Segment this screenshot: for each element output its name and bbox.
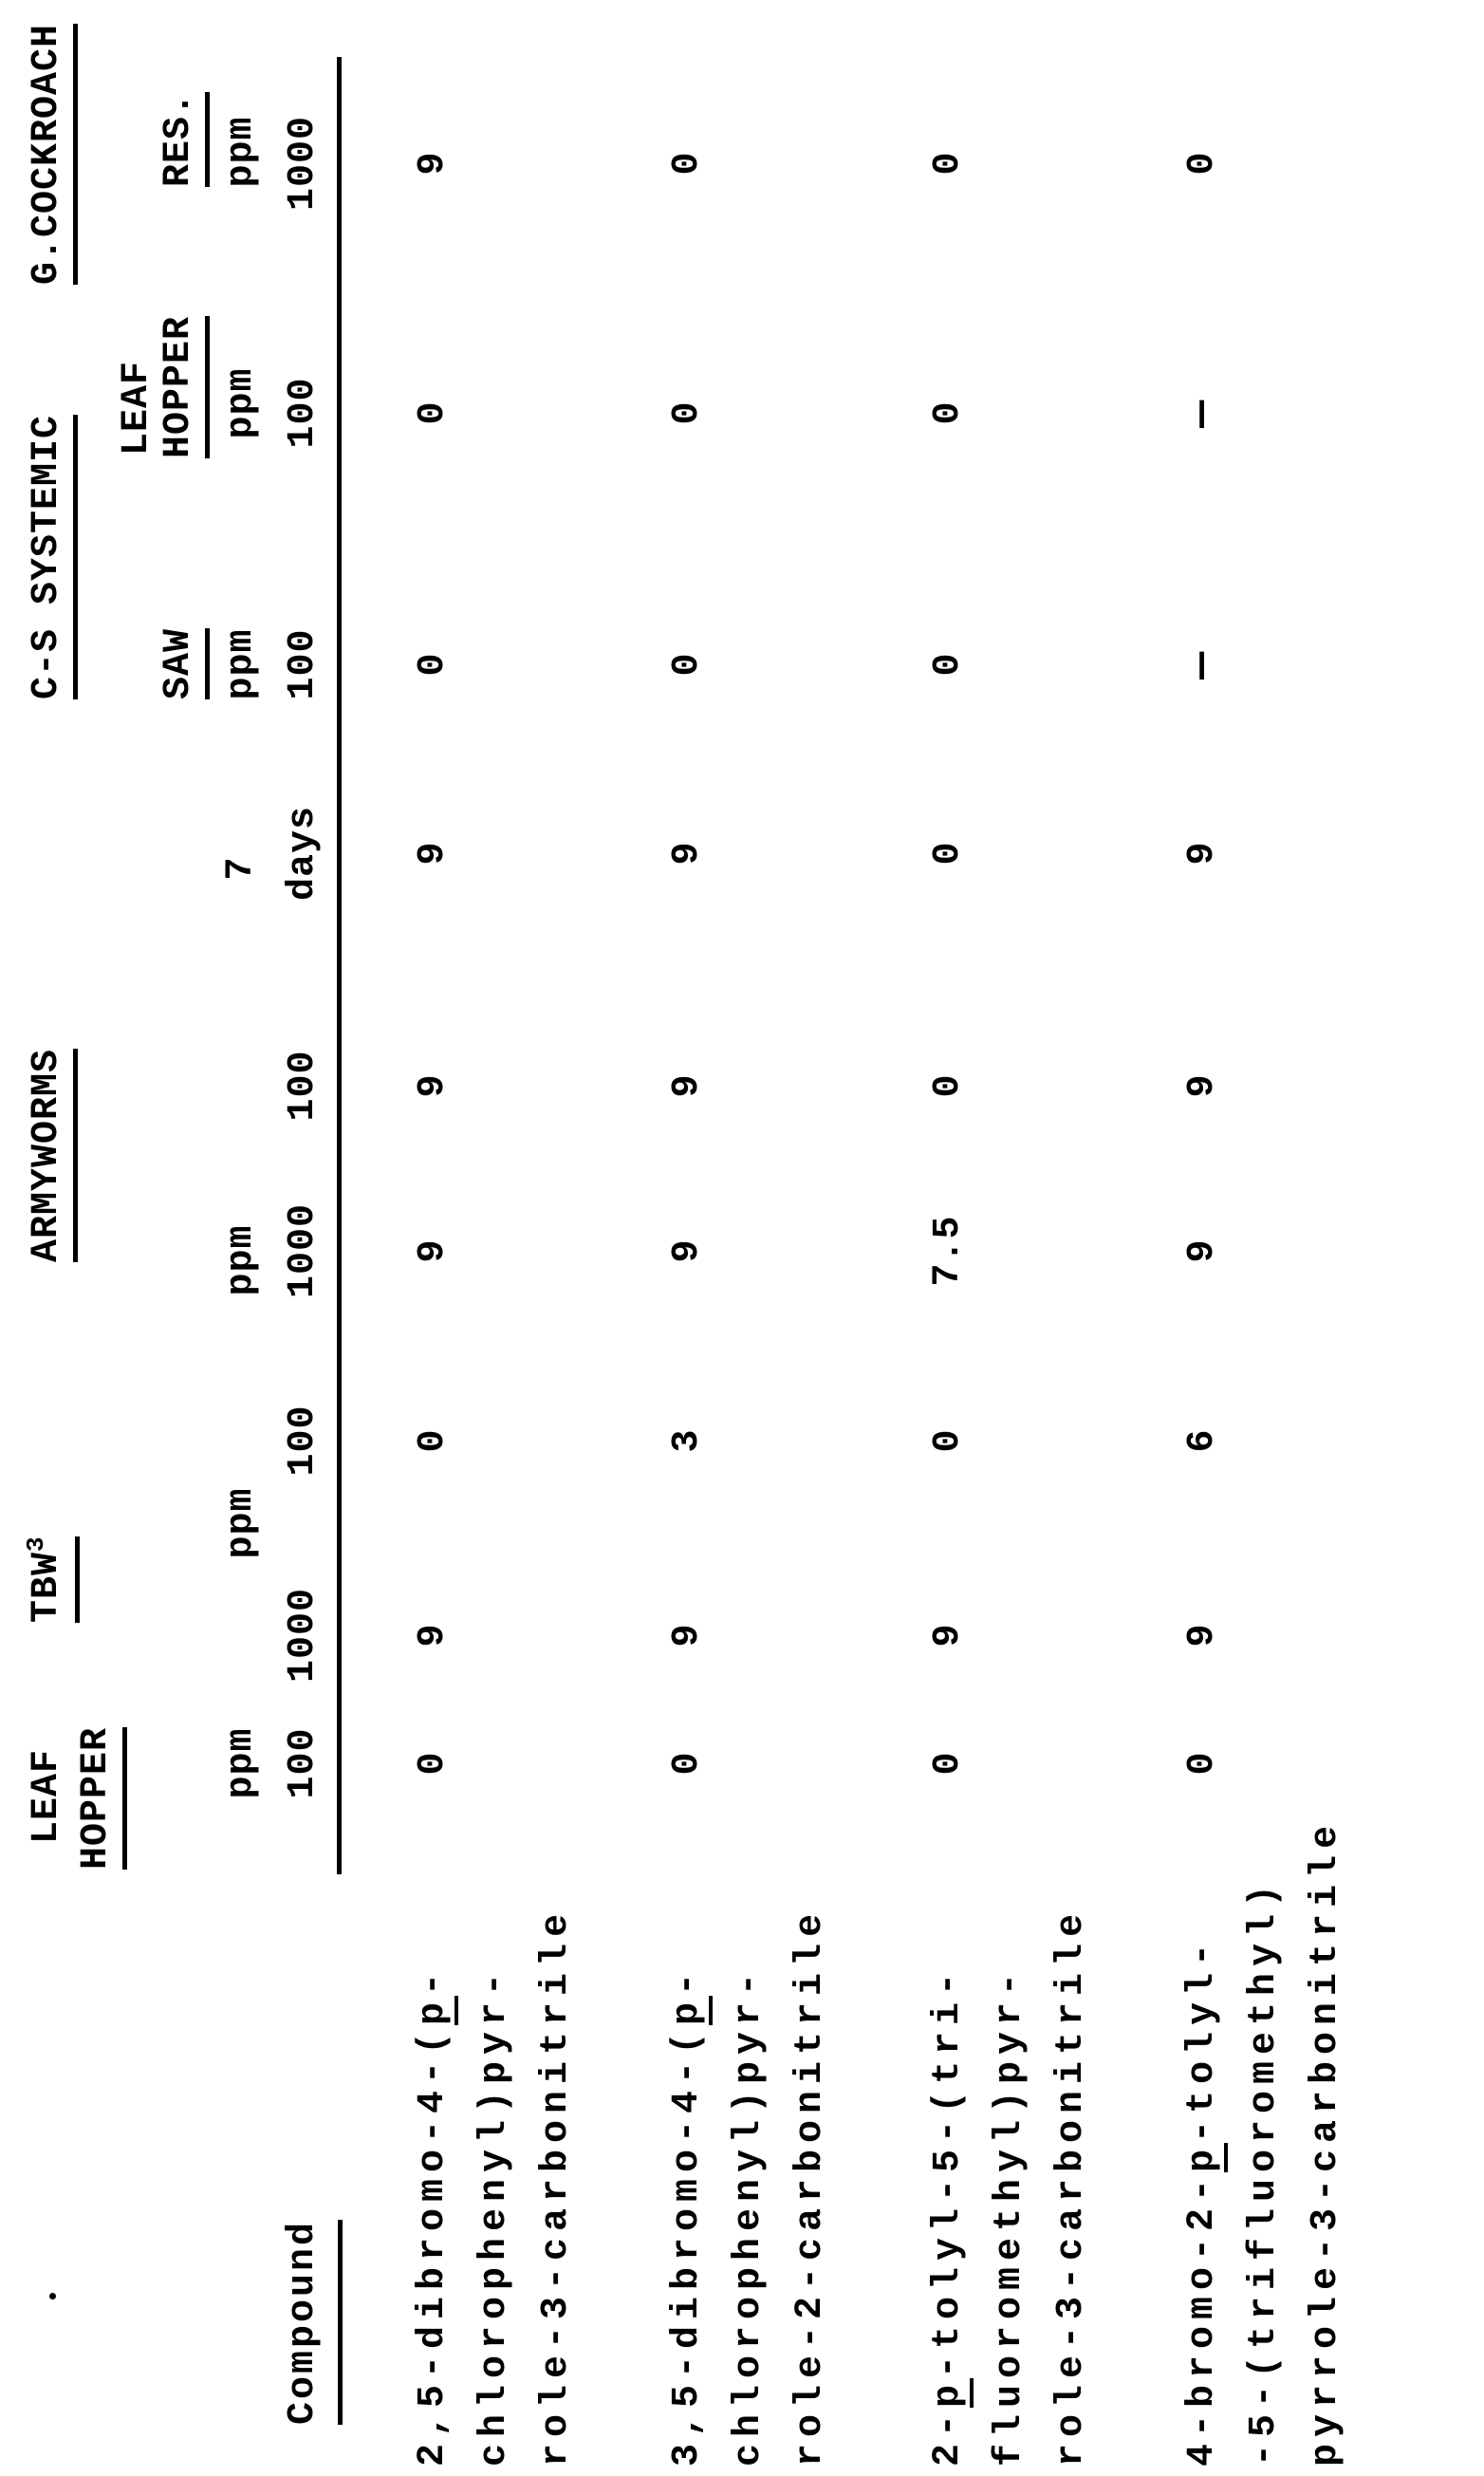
- cell-value: 9: [412, 841, 454, 866]
- cell-value: 0: [412, 652, 454, 677]
- subheader-res: RES.: [160, 92, 210, 187]
- cell-value: 9: [666, 1073, 709, 1098]
- cell-value: 9: [666, 841, 709, 866]
- cell-value: 0: [927, 400, 970, 425]
- col-group-armyworms: ARMYWORMS: [28, 1049, 78, 1262]
- cell-value: 9: [1181, 1238, 1224, 1263]
- conc-lh-1000: 1000: [282, 1587, 325, 1684]
- compound-column-header: Compound: [285, 2220, 343, 2425]
- ppm-label-leaf-hopper: ppm: [220, 1727, 263, 1799]
- stray-mark: [49, 2293, 56, 2299]
- tbw-title: TBW: [26, 1551, 68, 1623]
- ppm-label-cs-leaf-hopper: ppm: [220, 367, 263, 439]
- cell-value: 0: [927, 1073, 970, 1098]
- conc-cs-lh-100: 100: [282, 377, 325, 449]
- conc-tbw-100: 100: [282, 1405, 325, 1477]
- cell-value: 0: [666, 400, 709, 425]
- cell-value: 0: [666, 151, 709, 176]
- compound-name-line: role-3-carbonitrile: [535, 1907, 578, 2467]
- cell-value: 9: [412, 1238, 454, 1263]
- subheader-cs-leaf: LEAF: [116, 360, 158, 456]
- compound-name-line: pyrrole-3-carbonitrile: [1305, 1818, 1347, 2467]
- cell-value: 6: [1181, 1428, 1224, 1453]
- cell-value: 9: [412, 1623, 454, 1648]
- cell-value: -: [1181, 382, 1224, 444]
- cell-value: 9: [412, 151, 454, 176]
- cell-value: 0: [666, 1751, 709, 1776]
- compound-name-line: role-3-carbonitrile: [1050, 1907, 1093, 2467]
- cell-value: 0: [927, 652, 970, 677]
- cell-value: 0: [1181, 1751, 1224, 1776]
- subheader-saw: SAW: [160, 628, 210, 699]
- cell-value: 9: [1181, 1073, 1224, 1098]
- cell-value: 9: [927, 1623, 970, 1648]
- cell-value: 9: [1181, 1623, 1224, 1648]
- compound-name-line: role-2-carbonitrile: [789, 1907, 832, 2467]
- conc-days: days: [282, 805, 325, 902]
- compound-name-line: 3,5-dibromo-4-(p-: [669, 1966, 707, 2467]
- col-group-leaf-hopper-line1: LEAF: [26, 1748, 68, 1844]
- compound-name-line: chlorophenyl)pyr-: [473, 1965, 516, 2467]
- ppm-label-g-cockroach: ppm: [220, 116, 263, 188]
- conc-aw-1000: 1000: [282, 1202, 325, 1299]
- cell-value: 0: [666, 652, 709, 677]
- compound-name-line: fluoromethyl)pyr-: [989, 1965, 1031, 2467]
- cell-value: 0: [412, 1428, 454, 1453]
- compound-name-line: chlorophenyl)pyr-: [728, 1965, 770, 2467]
- cell-value: 3: [666, 1428, 709, 1453]
- ppm-label-tbw: ppm: [220, 1487, 263, 1559]
- conc-aw-100: 100: [282, 1050, 325, 1122]
- compound-name-line: 2,5-dibromo-4-(p-: [415, 1966, 453, 2467]
- col-group-tbw: [22, 1536, 80, 1623]
- cell-value: 9: [412, 1073, 454, 1098]
- cell-value: -: [1181, 633, 1224, 696]
- ppm-label-armyworms: ppm: [220, 1224, 263, 1296]
- conc-lh-100: 100: [282, 1727, 325, 1799]
- subheader-cs-hopper: HOPPER: [160, 316, 210, 458]
- cell-value: 9: [666, 1238, 709, 1263]
- tbw-superscript: 3: [22, 1536, 50, 1552]
- cell-value: 0: [927, 841, 970, 866]
- cell-value: 0: [412, 1751, 454, 1776]
- cell-value: 0: [1181, 151, 1224, 176]
- seven-label: 7: [220, 856, 263, 881]
- ppm-label-saw: ppm: [220, 628, 263, 700]
- cell-value: 9: [666, 1623, 709, 1648]
- conc-gc-1000: 1000: [282, 115, 325, 212]
- col-group-g-cockroach: G.COCKROACH: [28, 24, 78, 285]
- col-group-leaf-hopper-line2: HOPPER: [78, 1727, 127, 1870]
- compound-name-line: 2-p-tolyl-5-(tri-: [930, 1966, 968, 2467]
- compound-name-line: 4-bromo-2-p-tolyl-: [1184, 1937, 1222, 2467]
- cell-value: 0: [927, 151, 970, 176]
- cell-value: 7.5: [927, 1215, 970, 1287]
- cell-value: 0: [412, 400, 454, 425]
- cell-value: 0: [927, 1428, 970, 1453]
- cell-value: 0: [927, 1751, 970, 1776]
- conc-saw-100: 100: [282, 628, 325, 700]
- compound-name-line: -5-(trifluoromethyl): [1243, 1877, 1286, 2467]
- col-group-cs-systemic: C-S SYSTEMIC: [28, 415, 78, 699]
- header-rule: [337, 57, 342, 1874]
- cell-value: 9: [1181, 841, 1224, 866]
